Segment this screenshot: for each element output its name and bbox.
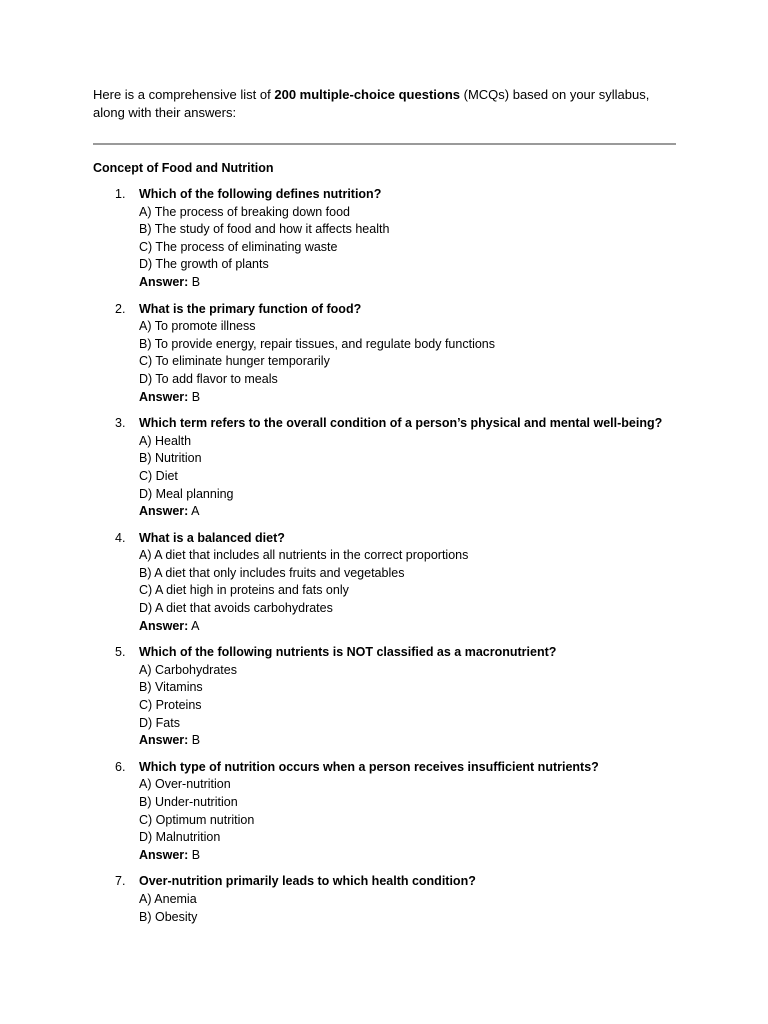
answer-value: A xyxy=(188,504,200,519)
option-d: D) The growth of plants xyxy=(139,257,269,272)
option-a: A) To promote illness xyxy=(139,319,256,334)
answer-value: B xyxy=(188,847,201,862)
intro-text-start: Here is a comprehensive list of xyxy=(93,87,275,102)
answer-value: A xyxy=(188,618,200,633)
answer-label: Answer: xyxy=(139,389,189,404)
question-number: 5. xyxy=(115,645,126,660)
option-c: C) Proteins xyxy=(139,698,202,713)
question-number: 3. xyxy=(115,416,126,431)
option-c: C) The process of eliminating waste xyxy=(139,239,338,254)
option-b: B) Obesity xyxy=(139,909,198,924)
option-c: C) Optimum nutrition xyxy=(139,812,255,827)
answer-line xyxy=(139,618,693,636)
answer-line xyxy=(139,732,693,750)
option-b: B) Under-nutrition xyxy=(139,795,238,809)
question-list xyxy=(93,186,693,935)
question-item xyxy=(93,301,693,407)
option-d: D) Fats xyxy=(139,715,180,730)
option-c: C) A diet high in proteins and fats only xyxy=(139,583,349,598)
option-a: A) Anemia xyxy=(139,891,197,906)
question-number: 1. xyxy=(115,187,126,201)
question-item xyxy=(93,644,693,750)
answer-label: Answer: xyxy=(139,504,189,519)
question-item xyxy=(93,530,693,636)
horizontal-divider xyxy=(93,143,676,145)
question-text: What is a balanced diet? xyxy=(139,530,285,545)
option-a: A) The process of breaking down food xyxy=(139,204,351,219)
option-d: D) Meal planning xyxy=(139,486,234,501)
answer-line xyxy=(139,847,693,865)
question-number: 4. xyxy=(115,530,126,545)
intro-bold-text: 200 multiple-choice questions xyxy=(274,87,461,102)
section-heading: Concept of Food and Nutrition xyxy=(93,161,274,175)
question-item xyxy=(93,415,693,521)
answer-value: B xyxy=(188,733,201,748)
option-d: D) A diet that avoids carbohydrates xyxy=(139,601,333,616)
answer-value: B xyxy=(188,274,201,289)
question-item xyxy=(93,873,693,926)
question-text: Which type of nutrition occurs when a person receives insufficient nutrients? xyxy=(139,759,599,774)
question-number: 7. xyxy=(115,874,126,889)
question-text: Over-nutrition primarily leads to which health condition? xyxy=(139,874,476,889)
option-d: D) Malnutrition xyxy=(139,830,221,845)
option-b: B) To provide energy, repair tissues, and regulate body functions xyxy=(139,336,495,351)
option-c: C) Diet xyxy=(139,468,178,483)
question-number: 6. xyxy=(115,759,126,774)
option-a: A) Carbohydrates xyxy=(139,662,237,677)
question-text: Which of the following defines nutrition? xyxy=(139,187,382,201)
option-c: C) To eliminate hunger temporarily xyxy=(139,354,330,369)
option-b: B) The study of food and how it affects health xyxy=(139,222,390,237)
option-a: A) Over-nutrition xyxy=(139,777,231,792)
answer-label: Answer: xyxy=(139,847,189,862)
question-text: What is the primary function of food? xyxy=(139,301,362,316)
question-text: Which of the following nutrients is NOT classified as a macronutrient? xyxy=(139,645,557,660)
option-a: A) A diet that includes all nutrients in the correct proportions xyxy=(139,548,469,563)
answer-line xyxy=(139,274,693,292)
answer-line xyxy=(139,503,693,521)
question-item xyxy=(93,186,693,292)
answer-label: Answer: xyxy=(139,618,189,633)
question-number: 2. xyxy=(115,301,126,316)
intro-text-end: (MCQs) based on your syllabus, along with their answers: xyxy=(93,87,650,120)
answer-label: Answer: xyxy=(139,274,189,289)
option-b: B) A diet that only includes fruits and vegetables xyxy=(139,565,405,580)
option-d: D) To add flavor to meals xyxy=(139,371,278,386)
option-b: B) Nutrition xyxy=(139,451,202,466)
question-item xyxy=(93,759,693,865)
intro-paragraph xyxy=(93,86,683,122)
option-b: B) Vitamins xyxy=(139,680,203,695)
option-a: A) Health xyxy=(139,433,192,448)
answer-line xyxy=(139,389,693,407)
answer-label: Answer: xyxy=(139,733,189,748)
answer-value: B xyxy=(188,389,201,404)
question-text: Which term refers to the overall condition of a person’s physical and mental well-being? xyxy=(139,416,663,431)
